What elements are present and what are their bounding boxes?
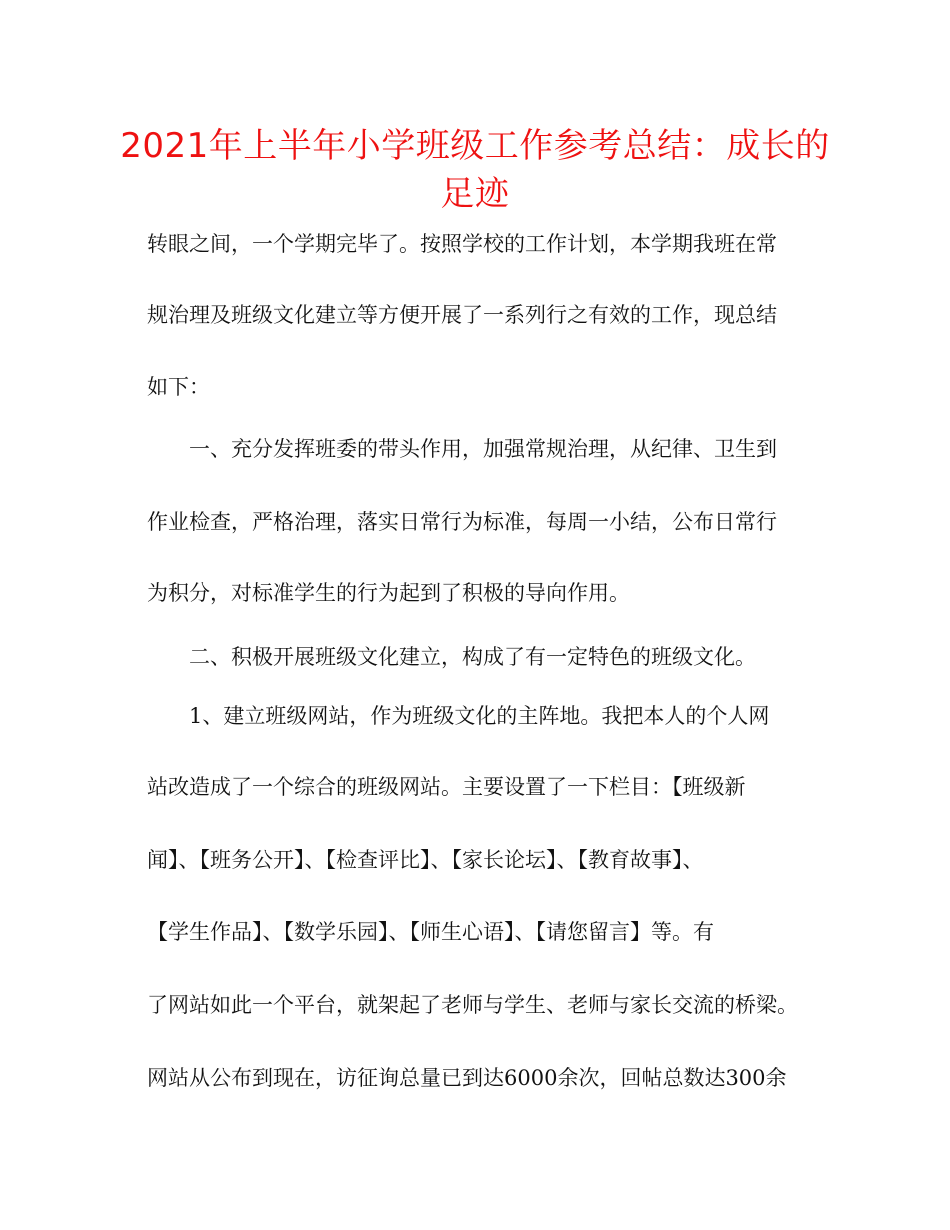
paragraph-line: 了网站如此一个平台，就架起了老师与学生、老师与家长交流的桥梁。 (147, 993, 798, 1017)
paragraph-line: 一、充分发挥班委的带头作用，加强常规治理，从纪律、卫生到 (189, 437, 777, 461)
paragraph-line: 如下： (147, 375, 210, 399)
paragraph-line: 作业检查，严格治理，落实日常行为标准，每周一小结，公布日常行 (147, 510, 777, 534)
paragraph-line: 为积分，对标准学生的行为起到了积极的导向作用。 (147, 581, 630, 605)
paragraph-line: 站改造成了一个综合的班级网站。主要设置了一下栏目：【班级新 (147, 775, 746, 799)
paragraph-line: 闻】、【班务公开】、【检查评比】、【家长论坛】、【教育故事】、 (147, 848, 704, 872)
paragraph-line: 1、建立班级网站，作为班级文化的主阵地。我把本人的个人网 (189, 704, 770, 728)
paragraph-line: 网站从公布到现在，访征询总量已到达6000余次，回帖总数达300余 (147, 1066, 787, 1090)
paragraph-line: 规治理及班级文化建立等方便开展了一系列行之有效的工作，现总结 (147, 303, 777, 327)
section-heading-line: 二、积极开展班级文化建立，构成了有一定特色的班级文化。 (189, 645, 756, 669)
paragraph-line: 【学生作品】、【数学乐园】、【师生心语】、【请您留言】等。有 (147, 920, 714, 944)
paragraph-line: 转眼之间，一个学期完毕了。按照学校的工作计划，本学期我班在常 (147, 232, 777, 256)
document-title: 2021年上半年小学班级工作参考总结：成长的足迹 (120, 126, 830, 214)
